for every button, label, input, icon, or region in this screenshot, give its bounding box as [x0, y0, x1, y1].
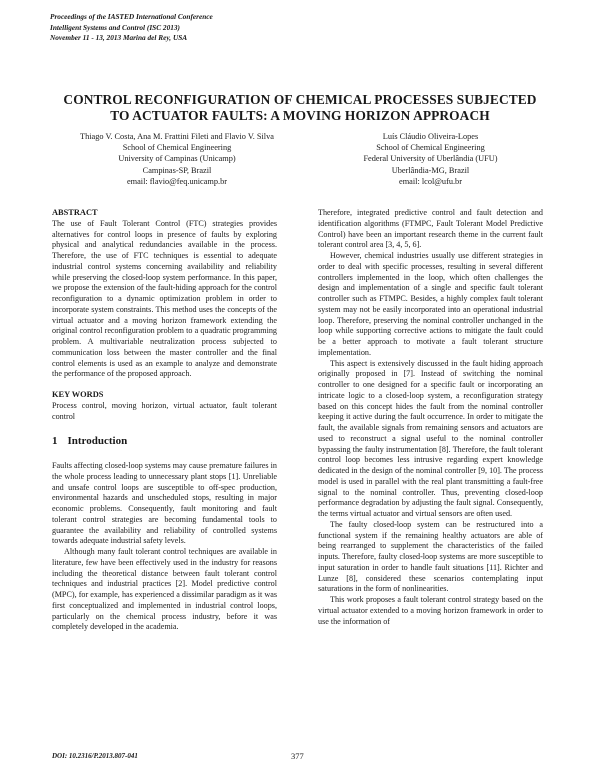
keywords-text: Process control, moving horizon, virtual actuator, fault tolerant control [52, 400, 277, 421]
author-block-left [52, 131, 302, 187]
abstract-text: The use of Fault Tolerant Control (FTC) strategies provides alternatives for control loops in presence of faults by exploring physical and analytical redundancies available in the process. Therefore, the use of FTC techniques is essential to adequate industrial control systems concerning availability and reliability while preserving the closed-loop system performance. In this paper, we propose the extension of the fault-hiding approach for the control reconfiguration to a dynamic optimization problem in order to incorporate system constraints. This method uses the concepts of the virtual actuator and a moving horizon framework extending the original control reconfiguration problem to a quadratic programming problem. A multivariable neutralization process subjected to communication loss between the master controller and the final control elements is used as an example to analyze and demonstrate the performance of the proposed approach. [52, 218, 277, 379]
author-block-right [318, 131, 543, 187]
author-city: Campinas-SP, Brazil [142, 165, 212, 175]
author-university: Federal University of Uberlândia (UFU) [363, 154, 498, 164]
author-names: Luís Cláudio Oliveira-Lopes [382, 132, 479, 141]
paper-title-line-1: CONTROL RECONFIGURATION OF CHEMICAL PROCESSES SUBJECTED [63, 92, 537, 107]
right-column [318, 208, 543, 627]
conference-name: Proceedings of the IASTED International Conference [50, 12, 213, 21]
body-paragraph-1: Therefore, integrated predictive control and fault detection and identification algorithms (FTMPC, Fault Tolerant Model Predictive Control) have been an important research theme in the current fault tolerant control area [3, 4, 5, 6]. [318, 208, 543, 250]
author-names: Thiago V. Costa, Ana M. Frattini Fileti and Flavio V. Silva [80, 132, 274, 141]
author-email: email: lcol@ufu.br [399, 176, 462, 186]
left-column [52, 208, 277, 633]
section-heading [52, 436, 277, 447]
author-university: University of Campinas (Unicamp) [118, 154, 236, 164]
keywords-heading: KEY WORDS [52, 390, 104, 399]
abstract-heading: ABSTRACT [52, 208, 98, 217]
paper-title [40, 92, 560, 124]
doi-footer: DOI: 10.2316/P.2013.807-041 [52, 752, 138, 760]
section-number: 1 [52, 435, 58, 448]
author-department: School of Chemical Engineering [376, 143, 485, 153]
page-number: 377 [291, 751, 304, 761]
conference-subtitle: Intelligent Systems and Control (ISC 2013) [50, 22, 180, 32]
author-department: School of Chemical Engineering [122, 143, 232, 153]
paper-title-line-2: TO ACTUATOR FAULTS: A MOVING HORIZON APPROACH [110, 108, 490, 123]
author-city: Uberlândia-MG, Brazil [391, 165, 470, 175]
body-paragraph-3: This aspect is extensively discussed in the fault hiding approach originally proposed in [7]. Instead of switching the nominal controller to one designed for a specific fault or incorporating an intricate logic to a closed-loop system, a reconfiguration strategy based on this concept hides the fault from the nominal controller keeping it active during the fault occurrence. In order to mitigate the fault, the available signals from remaining sensors and actuators are used to reconstruct a signal useful to the nominal controller bypassing the faulty instrumentation [8]. Therefore, the fault tolerant control loop becomes less intrusive regarding expert knowledge dedicated in the design of the nominal controller [9, 10]. The process model is used in parallel with the real plant transmitting a fault-free signal to the nominal controller. Thus, preventing closed-loop performance degradation by adjusting the fault signal. Consequently, the terms virtual actuator and virtual sensors are often used. [318, 358, 543, 518]
section-title: Introduction [67, 435, 128, 448]
intro-paragraph-1: Faults affecting closed-loop systems may cause premature failures in the whole process leading to unnecessary plant stops [1]. Unreliable and unsafe control loops are susceptible to off-spec production, environmental hazards and unscheduled stops, resulting in major economic problems. Consequently, fault monitoring and fault tolerant control strategies are becoming fundamental tools to guarantee the availability and reliability of controlled systems towards adequate industrial safety levels. [52, 461, 277, 546]
body-paragraph-2: However, chemical industries usually use different strategies in order to deal with specific processes, resulting in several different controllers implemented in the loop, which often challenges the design and implementation of a single and specific fault tolerant controller such as FTMPC. Besides, a highly complex fault tolerant system may not be easily incorporated into an operational industrial loop. Therefore, preserving the nominal controller unchanged in the loop while supporting corrective actions to mitigate the fault could be a better approach to motivate a fault tolerant structure implementation. [318, 251, 543, 357]
body-paragraph-4: The faulty closed-loop system can be restructured into a functional system if the remaining healthy actuators are able of being rearranged to supplement the characteristics of the failed inputs. Therefore, faulty closed-loop systems are more susceptible to input saturation in order to handle fault situations [11]. Richter and Lunze [8], considered these scenarios contemplating input saturations in the form of nonlinearities. [318, 519, 543, 594]
conference-header [50, 12, 470, 44]
author-email: email: flavio@feq.unicamp.br [126, 176, 228, 186]
conference-date-location: November 11 - 13, 2013 Marina del Rey, USA [50, 33, 188, 42]
body-paragraph-5: This work proposes a fault tolerant control strategy based on the virtual actuator extended to a moving horizon framework in order to use the information of [318, 595, 543, 626]
intro-paragraph-2: Although many fault tolerant control techniques are available in literature, few have been effectively used in the industry for reasons including the theoretical distance between fault tolerant control techniques and industrial practices [2]. Model predictive control (MPC), for example, has experienced a dissimilar paradigm as it was first conceptualized and implemented in industrial control loops, particularly on the chemical process industry, before it was completely developed in the academia. [52, 547, 277, 632]
